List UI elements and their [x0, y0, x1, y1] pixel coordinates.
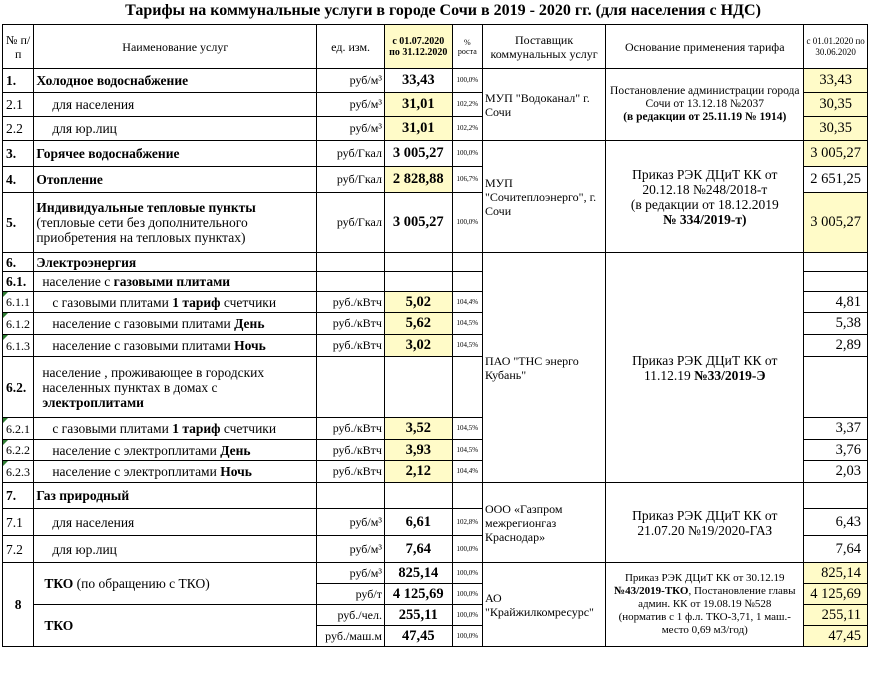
row-growth: 100,0% [452, 626, 482, 647]
basis-gas: Приказ РЭК ДЦиТ КК от 21.07.20 №19/2020-ГАЗ [606, 483, 804, 563]
row-name [34, 440, 317, 461]
row-unit: руб./маш.м [317, 626, 385, 647]
row-new-value: 3 005,27 [384, 193, 452, 253]
row-name-bold: 1 тариф [172, 421, 221, 436]
supplier-waste: АО "Крайжилкомресурс" [482, 563, 605, 647]
row-new-value [384, 357, 452, 418]
row-unit: руб/м³ [317, 509, 385, 536]
basis-heat-edit: (в редакции от 18.12.2019 [630, 196, 779, 212]
row-old-value [804, 253, 868, 272]
row-unit: руб/м³ [317, 93, 385, 117]
row-old-value [804, 483, 868, 509]
row-growth: 100,0% [452, 563, 482, 584]
row-num: 1. [3, 69, 34, 93]
row-growth: 102,2% [452, 117, 482, 141]
supplier-power: ПАО "ТНС энерго Кубань" [482, 253, 605, 483]
header-growth: % роста [452, 25, 482, 69]
row-name-text: население с [42, 274, 114, 289]
row-num: 6.1.1 [3, 292, 34, 313]
row-name: Отопление [34, 167, 317, 193]
row-old-value: 3,76 [804, 440, 868, 461]
row-name-note: (тепловые сети без дополнительного приобретения на тепловых пунктах) [36, 215, 248, 245]
basis-waste-text: Приказ РЭК ДЦиТ КК от 30.12.19 [624, 572, 785, 584]
row-name: Холодное водоснабжение [34, 69, 317, 93]
row-new-value: 7,64 [384, 536, 452, 563]
table-row [3, 253, 868, 272]
row-unit: руб/Гкал [317, 167, 385, 193]
row-name-suffix: счетчики [220, 294, 277, 310]
row-unit: руб./кВтч [317, 440, 385, 461]
row-name: Горячее водоснабжение [34, 141, 317, 167]
row-num: 6.2. [3, 357, 34, 418]
row-unit: руб./кВтч [317, 418, 385, 440]
header-unit: ед. изм. [317, 25, 385, 69]
row-name: ТКО [34, 605, 317, 647]
basis-power-num: №33/2019-Э [694, 367, 766, 383]
row-old-value: 2 651,25 [804, 167, 868, 193]
row-num: 3. [3, 141, 34, 167]
header-name: Наименование услуг [34, 25, 317, 69]
header-num: № п/п [3, 25, 34, 69]
row-new-value: 5,02 [384, 292, 452, 313]
header-date-new: с 01.07.2020 по 31.12.2020 [384, 25, 452, 69]
row-name-bold: 1 тариф [172, 294, 221, 310]
row-old-value: 3 005,27 [804, 141, 868, 167]
basis-water-edit: (в редакции от 25.11.19 № 1914) [623, 111, 787, 123]
row-unit: руб/м³ [317, 69, 385, 93]
supplier-water: МУП "Водоканал" г. Сочи [482, 69, 605, 141]
row-unit: руб./кВтч [317, 292, 385, 313]
row-name-bold: электроплитами [42, 394, 144, 410]
row-num: 4. [3, 167, 34, 193]
row-name-bold: Ночь [234, 338, 266, 353]
row-num: 6.2.1 [3, 418, 34, 440]
table-row [3, 563, 868, 584]
row-name-note: (по обращению с ТКО) [73, 576, 210, 591]
row-num: 6.2.3 [3, 461, 34, 483]
row-old-value: 825,14 [804, 563, 868, 584]
basis-waste-num: №43/2019-ТКО [614, 585, 689, 597]
row-growth: 104,4% [452, 292, 482, 313]
basis-waste-norm: (норматив с 1 ф.л. ТКО-3,71, 1 маш.-место 0,69 м3/год) [618, 611, 791, 636]
row-name-bold: День [220, 442, 251, 458]
row-growth: 102,8% [452, 509, 482, 536]
row-num: 6.2.2 [3, 440, 34, 461]
row-growth: 100,0% [452, 69, 482, 93]
row-num: 6.1. [3, 272, 34, 292]
page-title: Тарифы на коммунальные услуги в городе Сочи в 2019 - 2020 гг. (для населения с НДС) [125, 2, 761, 19]
row-name: Газ природный [34, 483, 317, 509]
row-num: 5. [3, 193, 34, 253]
row-growth: 100,0% [452, 584, 482, 605]
row-name-bold: ТКО [44, 576, 74, 591]
row-name [34, 461, 317, 483]
row-old-value: 4 125,69 [804, 584, 868, 605]
supplier-heat: МУП "Сочитеплоэнерго", г. Сочи [482, 141, 605, 253]
row-name: Электроэнергия [34, 253, 317, 272]
row-new-value: 2,12 [384, 461, 452, 483]
row-unit [317, 272, 385, 292]
row-name [34, 272, 317, 292]
row-new-value: 31,01 [384, 117, 452, 141]
basis-heat [606, 141, 804, 253]
row-num: 7. [3, 483, 34, 509]
row-new-value: 2 828,88 [384, 167, 452, 193]
row-name-bold: День [234, 316, 265, 331]
row-unit: руб./кВтч [317, 335, 385, 357]
row-num: 6. [3, 253, 34, 272]
row-unit [317, 357, 385, 418]
row-growth: 100,0% [452, 193, 482, 253]
row-num: 6.1.2 [3, 313, 34, 335]
row-num: 7.1 [3, 509, 34, 536]
row-name-text: население с газовыми плитами [52, 316, 235, 331]
basis-waste-decree: , Постановление главы админ. КК от 19.08.19 №528 [638, 585, 796, 610]
row-growth: 104,5% [452, 440, 482, 461]
row-new-value: 3 005,27 [384, 141, 452, 167]
row-growth [452, 253, 482, 272]
basis-power-text: Приказ РЭК ДЦиТ КК от 11.12.19 [632, 352, 778, 383]
row-new-value: 6,61 [384, 509, 452, 536]
table-row [3, 483, 868, 509]
row-old-value: 2,89 [804, 335, 868, 357]
row-name [34, 313, 317, 335]
row-unit: руб/Гкал [317, 141, 385, 167]
row-new-value: 4 125,69 [384, 584, 452, 605]
row-name [34, 418, 317, 440]
row-old-value: 30,35 [804, 93, 868, 117]
basis-heat-edit-num: № 334/2019-т) [662, 211, 747, 227]
row-unit: руб/м³ [317, 117, 385, 141]
row-name-text: население с газовыми плитами [52, 338, 235, 353]
row-num: 6.1.3 [3, 335, 34, 357]
row-name-text: население , проживающее в городских населенных пунктах в домах с [42, 364, 265, 395]
row-unit: руб/м³ [317, 536, 385, 563]
row-name: для населения [34, 93, 317, 117]
row-growth: 106,7% [452, 167, 482, 193]
basis-power [606, 253, 804, 483]
row-name [34, 193, 317, 253]
row-old-value: 4,81 [804, 292, 868, 313]
table-row [3, 69, 868, 93]
row-num: 7.2 [3, 536, 34, 563]
row-old-value: 6,43 [804, 509, 868, 536]
row-new-value: 47,45 [384, 626, 452, 647]
row-name [34, 292, 317, 313]
row-new-value: 3,02 [384, 335, 452, 357]
row-name: для населения [34, 509, 317, 536]
row-name-text: население с электроплитами [52, 442, 221, 458]
row-growth [452, 357, 482, 418]
row-old-value [804, 357, 868, 418]
row-unit [317, 253, 385, 272]
row-name: для юр.лиц [34, 536, 317, 563]
row-new-value: 3,93 [384, 440, 452, 461]
row-name-text: с газовыми плитами [52, 421, 173, 436]
table-row [3, 141, 868, 167]
row-new-value [384, 253, 452, 272]
row-growth: 104,5% [452, 313, 482, 335]
row-unit: руб/Гкал [317, 193, 385, 253]
row-name [34, 335, 317, 357]
row-new-value: 825,14 [384, 563, 452, 584]
row-unit: руб./кВтч [317, 313, 385, 335]
row-old-value: 5,38 [804, 313, 868, 335]
row-old-value: 2,03 [804, 461, 868, 483]
row-growth: 104,4% [452, 461, 482, 483]
row-name-text: с газовыми плитами [52, 294, 173, 310]
row-new-value: 3,52 [384, 418, 452, 440]
row-num: 2.2 [3, 117, 34, 141]
basis-heat-text: Приказ РЭК ДЦиТ КК от 20.12.18 №248/2018-т [632, 166, 778, 197]
row-name-bold: газовыми плитами [113, 274, 231, 289]
row-growth: 100,0% [452, 605, 482, 626]
row-old-value: 33,43 [804, 69, 868, 93]
row-growth: 102,2% [452, 93, 482, 117]
row-old-value: 255,11 [804, 605, 868, 626]
row-old-value: 3,37 [804, 418, 868, 440]
row-old-value: 47,45 [804, 626, 868, 647]
row-num: 8 [3, 563, 34, 647]
row-new-value [384, 272, 452, 292]
row-unit [317, 483, 385, 509]
row-name [34, 357, 317, 418]
row-name-text: население с электроплитами [52, 464, 221, 479]
row-unit: руб/м³ [317, 563, 385, 584]
row-growth: 104,5% [452, 335, 482, 357]
row-new-value: 255,11 [384, 605, 452, 626]
row-new-value: 31,01 [384, 93, 452, 117]
row-num: 2.1 [3, 93, 34, 117]
basis-water [606, 69, 804, 141]
row-old-value: 30,35 [804, 117, 868, 141]
row-old-value [804, 272, 868, 292]
table-header [3, 25, 868, 69]
row-name-bold: Ночь [220, 464, 252, 479]
row-growth: 100,0% [452, 141, 482, 167]
tariff-table [2, 24, 868, 647]
basis-waste [606, 563, 804, 647]
row-growth [452, 272, 482, 292]
row-unit: руб./чел. [317, 605, 385, 626]
row-unit: руб./кВтч [317, 461, 385, 483]
basis-water-text: Постановление администрации города Сочи от 13.12.18 №2037 [610, 85, 800, 110]
row-name: для юр.лиц [34, 117, 317, 141]
row-unit: руб/т [317, 584, 385, 605]
row-new-value [384, 483, 452, 509]
supplier-gas: ООО «Газпром межрегионгаз Краснодар» [482, 483, 605, 563]
row-old-value: 7,64 [804, 536, 868, 563]
header-supplier: Поставщик коммунальных услуг [482, 25, 605, 69]
row-name-suffix: счетчики [220, 421, 277, 436]
row-old-value: 3 005,27 [804, 193, 868, 253]
row-growth: 100,0% [452, 536, 482, 563]
row-growth: 104,5% [452, 418, 482, 440]
row-name [34, 563, 317, 605]
row-growth [452, 483, 482, 509]
header-date-old: с 01.01.2020 по 30.06.2020 [804, 25, 868, 69]
row-new-value: 33,43 [384, 69, 452, 93]
header-basis: Основание применения тарифа [606, 25, 804, 69]
row-name-bold: Индивидуальные тепловые пункты [36, 200, 256, 215]
row-new-value: 5,62 [384, 313, 452, 335]
